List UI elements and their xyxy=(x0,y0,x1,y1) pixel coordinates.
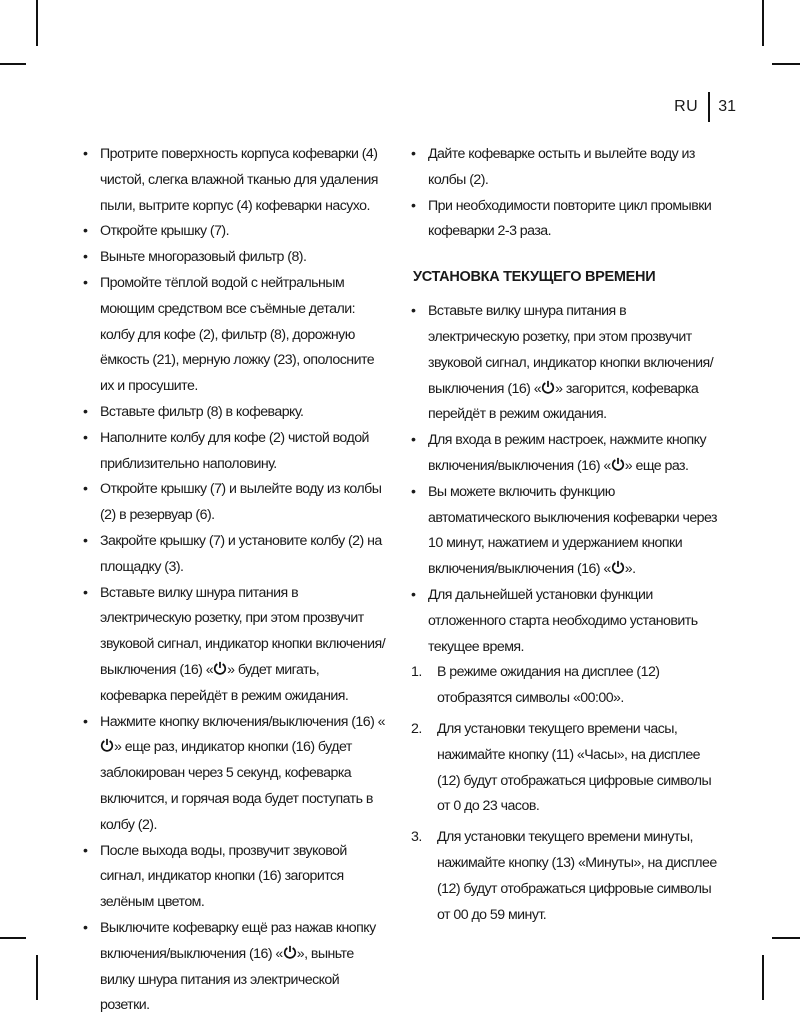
list-item: • Откройте крышку (7). xyxy=(83,223,229,240)
time-setup-steps xyxy=(408,660,718,928)
page-header xyxy=(674,92,736,122)
power-icon xyxy=(213,661,227,675)
crop-mark xyxy=(0,937,26,939)
numbered-step: 3. Для установки текущего времени минуты, нажимайте кнопку (13) «Минуты», на дисплее (12) будут отображаться цифровые символы от 00 до 59 минут. xyxy=(411,829,717,923)
list-item: • Вставьте вилку шнура питания в электрическую розетку, при этом прозвучит звуковой сигнал, индикатор кнопки включения/выключения (16) « » будет мигать, кофеварка перейдёт в режим ожидания. xyxy=(83,584,386,704)
power-icon xyxy=(611,560,625,574)
crop-mark xyxy=(772,63,800,65)
list-item: • Вставьте фильтр (8) в кофеварку. xyxy=(83,403,304,420)
numbered-step: 1. В режиме ожидания на дисплее (12) отобразятся символы «00:00». xyxy=(411,664,660,707)
left-bullet-list xyxy=(80,142,388,1019)
numbered-step: 2. Для установки текущего времени часы, нажимайте кнопку (11) «Часы», на дисплее (12) будут отображаться цифровые символы от 0 до 23 часов. xyxy=(411,720,712,815)
page-number: 31 xyxy=(718,98,736,115)
list-item: • Протрите поверхность корпуса кофеварки (4) чистой, слегка влажной тканью для удаления пыли, вытрите корпус (4) кофеварки насухо. xyxy=(83,146,378,214)
crop-mark xyxy=(762,955,764,1000)
right-column xyxy=(408,142,718,933)
power-icon xyxy=(283,945,297,959)
list-item: • Закройте крышку (7) и установите колбу (2) на площадку (3). xyxy=(83,532,382,575)
list-item: • Промойте тёплой водой с нейтральным моющим средством все съёмные детали: колбу для кофе (2), фильтр (8), дорожную ёмкость (21), мерную ложку (23), ополосните их и просушите. xyxy=(83,274,375,395)
list-item: • Вы можете включить функцию автоматического выключения кофеварки через 10 минут, нажатием и удержанием кнопки включения/выключения (16) « ». xyxy=(411,483,718,578)
list-item: • Вставьте вилку шнура питания в электрическую розетку, при этом прозвучит звуковой сигнал, индикатор кнопки включения/выключения (16) « » загорится, кофеварка перейдёт в режим ожидания. xyxy=(411,303,714,423)
crop-mark xyxy=(36,955,38,1000)
list-item: • Нажмите кнопку включения/выключения (16) «» еще раз, индикатор кнопки (16) будет заблокирован через 5 секунд, кофеварка включится, и горячая вода будет поступать в колбу (2). xyxy=(83,713,386,833)
list-item: • Для дальнейшей установки функции отложенного старта необходимо установить текущее время. xyxy=(411,586,698,655)
list-item: • Откройте крышку (7) и вылейте воду из колбы (2) в резервуар (6). xyxy=(83,481,382,524)
list-item: • При необходимости повторите цикл промывки кофеварки 2-3 раза. xyxy=(411,197,712,240)
crop-mark xyxy=(0,63,26,65)
power-icon xyxy=(541,380,555,394)
list-item: • Выключите кофеварку ещё раз нажав кнопку включения/выключения (16) « », выньте вилку шнура питания из электрической розетки. xyxy=(83,919,376,1014)
language-code: RU xyxy=(674,98,699,115)
right-bullet-list xyxy=(408,142,718,245)
crop-mark xyxy=(762,0,764,46)
list-item: • Выньте многоразовый фильтр (8). xyxy=(83,249,307,266)
list-item: • После выхода воды, прозвучит звуковой сигнал, индикатор кнопки (16) загорится зелёным цветом. xyxy=(83,842,347,911)
left-column xyxy=(80,142,388,1019)
list-item: • Дайте кофеварке остыть и вылейте воду из колбы (2). xyxy=(411,146,695,188)
power-icon xyxy=(611,457,625,471)
crop-mark xyxy=(772,937,800,939)
header-separator xyxy=(708,92,710,122)
time-setup-bullet-list xyxy=(408,299,718,660)
power-icon xyxy=(100,738,114,752)
crop-mark xyxy=(36,0,38,46)
list-item: • Для входа в режим настроек, нажмите кнопку включения/выключения (16) « » еще раз. xyxy=(411,432,707,474)
section-heading: УСТАНОВКА ТЕКУЩЕГО ВРЕМЕНИ xyxy=(413,269,656,286)
list-item: • Наполните колбу для кофе (2) чистой водой приблизительно наполовину. xyxy=(83,429,369,472)
